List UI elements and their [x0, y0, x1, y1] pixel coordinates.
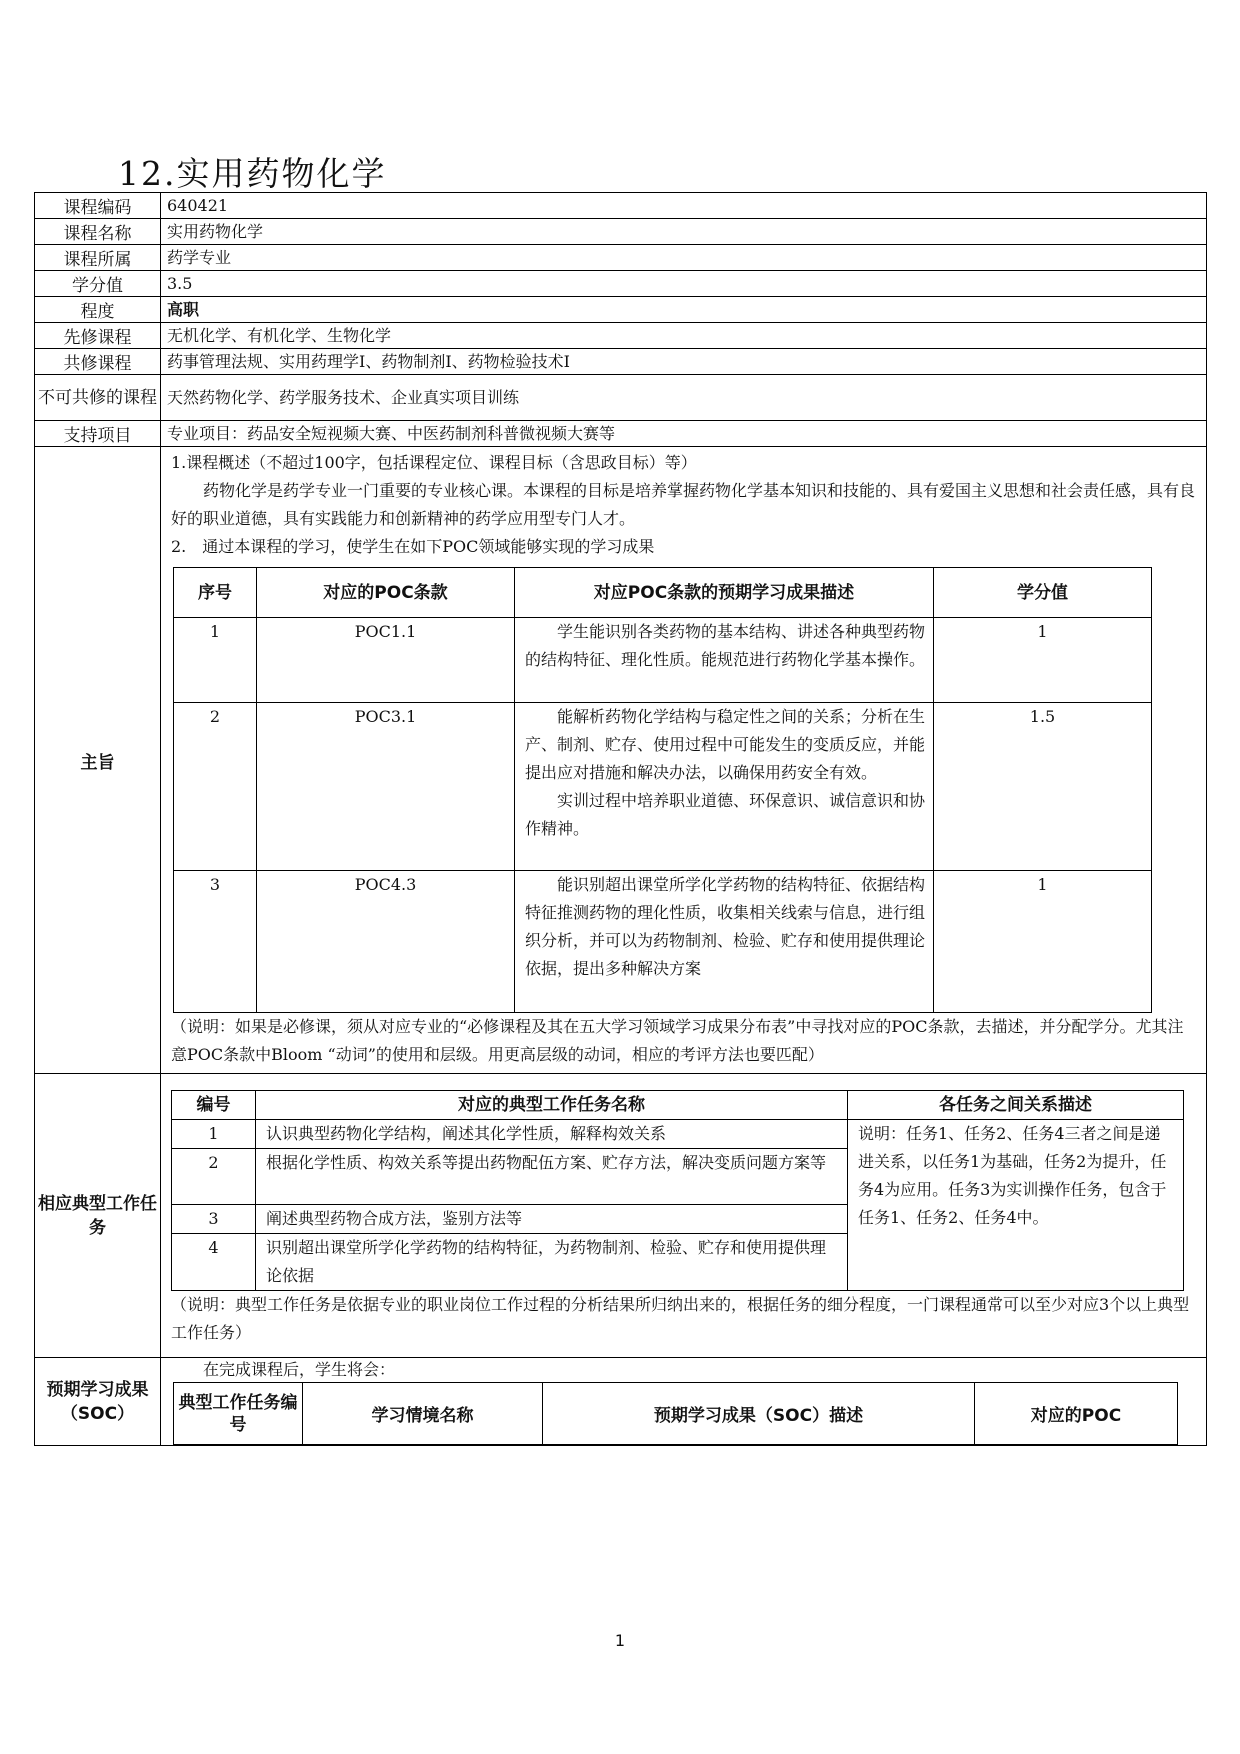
task-name: 认识典型药物化学结构，阐述其化学性质，解释构效关系: [256, 1120, 848, 1149]
poc-row-desc: [515, 703, 934, 871]
row-support: [35, 421, 1207, 447]
support-label: 支持项目: [35, 421, 161, 447]
task-no: 4: [172, 1234, 256, 1291]
soc-content: [161, 1358, 1207, 1446]
poc-row-credit: 1: [934, 618, 1152, 703]
credit-value: 3.5: [161, 271, 1207, 297]
soc-header-desc: 预期学习成果（SOC）描述: [543, 1383, 975, 1445]
credit-label: 学分值: [35, 271, 161, 297]
tasks-header-relation: 各任务之间关系描述: [848, 1091, 1184, 1120]
support-value: 专业项目：药品安全短视频大赛、中医药制剂科普微视频大赛等: [161, 421, 1207, 447]
course-code-label: 课程编码: [35, 193, 161, 219]
purpose-label: 主旨: [35, 447, 161, 1074]
task-no: 2: [172, 1149, 256, 1205]
task-no: 3: [172, 1205, 256, 1234]
poc-desc-paragraph: 能解析药物化学结构与稳定性之间的关系；分析在生产、制剂、贮存、使用过程中可能发生的变质反应，并能提出应对措施和解决办法，以确保用药安全有效。: [525, 707, 926, 782]
poc-header-row: [174, 568, 1152, 618]
soc-header-row: [174, 1383, 1178, 1445]
poc-row-desc: [515, 618, 934, 703]
poc-row-credit: 1: [934, 871, 1152, 1013]
poc-row-desc: [515, 871, 934, 1013]
page-number: 1: [614, 1631, 626, 1650]
poc-row: [174, 703, 1152, 871]
coreq-label: 共修课程: [35, 349, 161, 375]
exclusive-label: 不可共修的课程: [35, 375, 161, 421]
poc-row-no: 2: [174, 703, 257, 871]
row-level: [35, 297, 1207, 323]
poc-row-no: 1: [174, 618, 257, 703]
poc-header-desc: 对应POC条款的预期学习成果描述: [515, 568, 934, 618]
soc-label: 预期学习成果（SOC）: [35, 1358, 161, 1446]
course-code-value: 640421: [161, 193, 1207, 219]
task-name: 识别超出课堂所学化学药物的结构特征，为药物制剂、检验、贮存和使用提供理论依据: [256, 1234, 848, 1291]
poc-row-poc: POC1.1: [257, 618, 515, 703]
tasks-header-row: [172, 1091, 1184, 1120]
tasks-table: [171, 1090, 1184, 1291]
soc-header-poc: 对应的POC: [975, 1383, 1178, 1445]
purpose-note: （说明：如果是必修课，须从对应专业的“必修课程及其在五大学习领域学习成果分布表”中寻找对应的POC条款，去描述，并分配学分。尤其注意POC条款中Bloom “动词”的使用和层级。用更高层级的动词，相应的考评方法也要匹配）: [171, 1017, 1184, 1064]
poc-desc-paragraph: 学生能识别各类药物的基本结构、讲述各种典型药物的结构特征、理化性质。能规范进行药物化学基本操作。: [525, 622, 926, 669]
poc-header-no: 序号: [174, 568, 257, 618]
row-purpose: [35, 447, 1207, 1074]
row-tasks: [35, 1074, 1207, 1358]
poc-row-credit: 1.5: [934, 703, 1152, 871]
course-table: [34, 192, 1207, 1446]
task-relation: 说明：任务1、任务2、任务4三者之间是递进关系，以任务1为基础，任务2为提升，任务4为应用。任务3为实训操作任务，包含于任务1、任务2、任务4中。: [848, 1120, 1184, 1291]
task-row: [172, 1120, 1184, 1149]
row-credit: [35, 271, 1207, 297]
course-belong-value: 药学专业: [161, 245, 1207, 271]
task-no: 1: [172, 1120, 256, 1149]
course-belong-label: 课程所属: [35, 245, 161, 271]
poc-desc-paragraph: 实训过程中培养职业道德、环保意识、诚信意识和协作精神。: [525, 791, 926, 838]
soc-header-context: 学习情境名称: [303, 1383, 543, 1445]
poc-row-poc: POC4.3: [257, 871, 515, 1013]
overview-text: 药物化学是药学专业一门重要的专业核心课。本课程的目标是培养掌握药物化学基本知识和技能的、具有爱国主义思想和社会责任感，具有良好的职业道德，具有实践能力和创新精神的药学应用型专门人才。: [171, 481, 1196, 528]
task-name: 根据化学性质、构效关系等提出药物配伍方案、贮存方法，解决变质问题方案等: [256, 1149, 848, 1205]
soc-header-task-no: 典型工作任务编号: [174, 1383, 303, 1445]
course-name-value: 实用药物化学: [161, 219, 1207, 245]
tasks-header-name: 对应的典型工作任务名称: [256, 1091, 848, 1120]
row-course-belong: [35, 245, 1207, 271]
prereq-label: 先修课程: [35, 323, 161, 349]
overview-heading: 1.课程概述（不超过100字，包括课程定位、课程目标（含思政目标）等）: [171, 453, 697, 472]
poc-table: [173, 567, 1152, 1013]
poc-header-credit: 学分值: [934, 568, 1152, 618]
row-exclusive: [35, 375, 1207, 421]
row-course-name: [35, 219, 1207, 245]
row-coreq: [35, 349, 1207, 375]
course-name-label: 课程名称: [35, 219, 161, 245]
row-course-code: [35, 193, 1207, 219]
poc-row: [174, 871, 1152, 1013]
tasks-content: [161, 1074, 1207, 1358]
poc-desc-paragraph: 能识别超出课堂所学化学药物的结构特征、依据结构特征推测药物的理化性质，收集相关线索与信息，进行组织分析，并可以为药物制剂、检验、贮存和使用提供理论依据，提出多种解决方案: [525, 875, 926, 978]
poc-row-poc: POC3.1: [257, 703, 515, 871]
row-prereq: [35, 323, 1207, 349]
row-soc: [35, 1358, 1207, 1446]
page-title: 12.实用药物化学: [118, 154, 387, 193]
purpose-content: [161, 447, 1207, 1074]
level-label: 程度: [35, 297, 161, 323]
task-name: 阐述典型药物合成方法，鉴别方法等: [256, 1205, 848, 1234]
poc-row: [174, 618, 1152, 703]
exclusive-value: 天然药物化学、药学服务技术、企业真实项目训练: [161, 375, 1207, 421]
tasks-header-no: 编号: [172, 1091, 256, 1120]
level-value: 高职: [161, 297, 1207, 323]
soc-intro: 在完成课程后，学生将会：: [203, 1360, 396, 1379]
outcome-heading: 2. 通过本课程的学习，使学生在如下POC领域能够实现的学习成果: [171, 537, 655, 556]
poc-header-poc: 对应的POC条款: [257, 568, 515, 618]
soc-table: [173, 1382, 1178, 1445]
poc-row-no: 3: [174, 871, 257, 1013]
prereq-value: 无机化学、有机化学、生物化学: [161, 323, 1207, 349]
tasks-note: （说明：典型工作任务是依据专业的职业岗位工作过程的分析结果所归纳出来的，根据任务的细分程度，一门课程通常可以至少对应3个以上典型工作任务）: [171, 1295, 1190, 1342]
coreq-value: 药事管理法规、实用药理学Ⅰ、药物制剂Ⅰ、药物检验技术Ⅰ: [161, 349, 1207, 375]
tasks-label: 相应典型工作任务: [35, 1074, 161, 1358]
